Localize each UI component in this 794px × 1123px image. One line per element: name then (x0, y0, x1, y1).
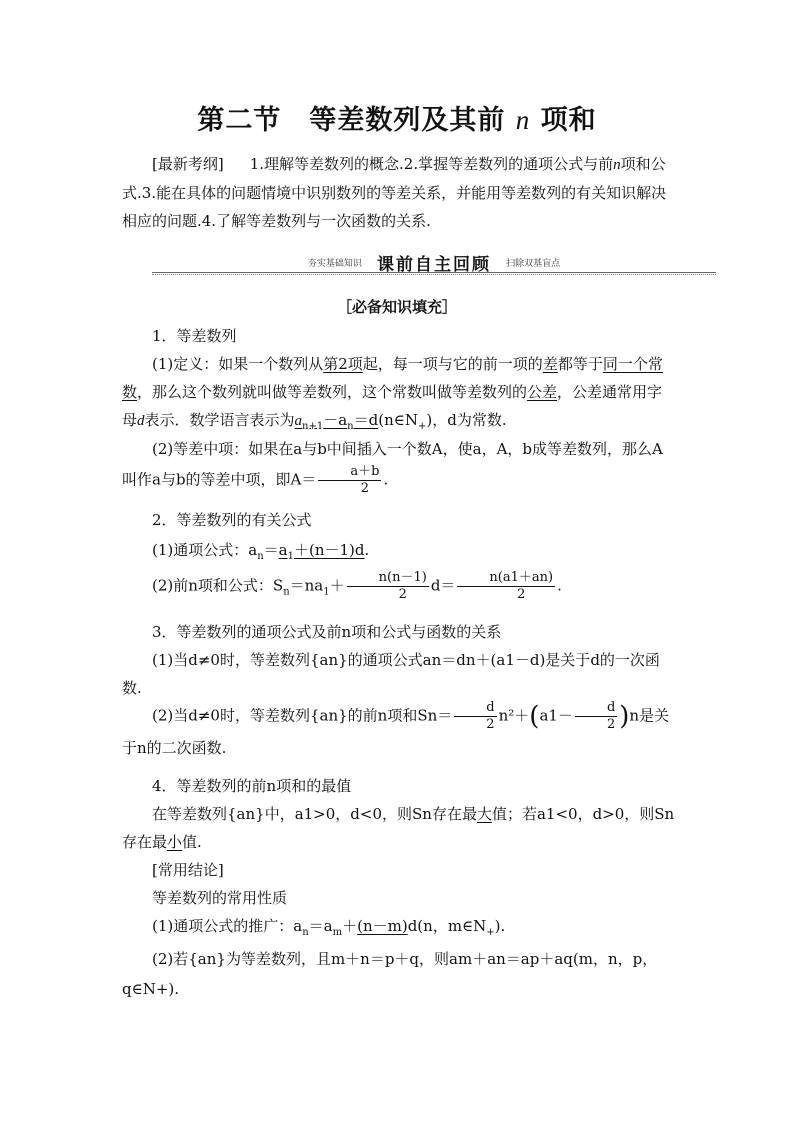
fraction-d-over-2-b: $\frac{d}{2}$ (575, 700, 617, 733)
heading-2: 2．等差数列的有关公式 (152, 511, 312, 529)
intro-tag: [最新考纲] (152, 155, 224, 173)
blank-difference: 差 (542, 355, 558, 373)
title-var: n (515, 105, 531, 135)
blank-same-constant: 同一个常数 (122, 355, 663, 401)
fraction-sum-2: $\frac{n(a1+an)}{2}$ (457, 570, 555, 603)
section-heading: ［必备知识填充］ (336, 298, 457, 316)
middle-term-paragraph: (2)等差中项：如果在a与b中间插入一个数A，使a，A，b成等差数列，那么A叫作a与b的等差中项，即A＝ $\frac{a+b}{2}$ . (122, 440, 663, 496)
property-1: (1)通项公式的推广：$a_n=a_m+(n-m)d(n$，$m\in N_+$). (152, 917, 506, 938)
intro-text-1: 1.理解等差数列的概念.2.掌握等差数列的通项公式与前 (249, 155, 614, 173)
blank-general-term: $a_1+(n-1)d$ (278, 541, 365, 562)
blank-min: 小 (167, 833, 183, 851)
fraction-a-plus-b: $\frac{a+b}{2}$ (318, 464, 381, 497)
definition-paragraph: (1)定义：如果一个数列从第2项起，每一项与它的前一项的差都等于同一个常数，那么这个数列就叫做等差数列，这个常数叫做等差数列的公差，公差通常用字母d表示．数学语言表示为$a_{n+1}-a_n=d(n\in N_+)$，d为常数. (122, 355, 663, 432)
blank-second-term: 第2项 (323, 355, 363, 373)
banner-center: 课前自主回顾 (377, 255, 491, 275)
fraction-sum-1: $\frac{n(n-1)}{2}$ (347, 570, 429, 603)
heading-3: 3．等差数列的通项公式及前n项和公式与函数的关系 (152, 623, 502, 641)
property-2: (2)若{an}为等差数列，且m＋n＝p＋q，则am＋an＝ap＋aq(m，n，p，q∈N+). (122, 950, 658, 998)
blank-common-difference: 公差 (527, 383, 558, 401)
heading-4: 4．等差数列的前n项和的最值 (152, 777, 352, 795)
fraction-d-over-2-a: $\frac{d}{2}$ (454, 700, 496, 733)
conclusion-tag: [常用结论] (152, 861, 224, 879)
intro-paragraph (122, 150, 676, 235)
heading-1: 1．等差数列 (152, 327, 237, 345)
blank-max: 大 (476, 805, 492, 823)
title-pre: 第二节 等差数列及其前 (197, 105, 506, 136)
page-title (0, 98, 794, 137)
intro-text-2: 项和公式.3.能在具体的问题情境中识别数列的等差关系，并能用等差数列的有关知识解决相应的问题.4.了解等差数列与一次函数的关系. (122, 155, 667, 230)
banner-left: 夯实基础知识 (307, 259, 362, 269)
quadratic-relation-paragraph: (2)当d≠0时，等差数列{an}的前n项和Sn＝ $\frac{d}{2}$ n²＋(a1－ $\frac{d}{2}$ )n是关于n的二次函数. (122, 700, 670, 757)
blank-n-minus-m: (n－m) (357, 917, 408, 935)
conclusion-heading: 等差数列的常用性质 (152, 889, 288, 907)
title-post: 项和 (540, 105, 597, 136)
general-term-formula: (1)通项公式：$a_n=a_1+(n-1)d$. (152, 541, 370, 562)
section-banner (152, 250, 716, 278)
sum-formula: (2)前n项和公式：$S_n=na_1+$ $\frac{n(n-1)}{2}$ d＝ $\frac{n(a1+an)}{2}$ . (152, 570, 562, 602)
extremum-paragraph: 在等差数列{an}中，a1>0，d<0，则Sn存在最大值；若a1<0，d>0，则Sn存在最小值. (122, 805, 675, 851)
blank-formula: $a_{n+1}-a_n=d$ (294, 411, 379, 432)
banner-right: 扫除双基盲点 (506, 259, 561, 269)
intro-var-n: n (613, 157, 621, 173)
linear-relation-paragraph: (1)当d≠0时，等差数列{an}的通项公式an＝dn＋(a1－d)是关于d的一次函数. (122, 651, 660, 697)
